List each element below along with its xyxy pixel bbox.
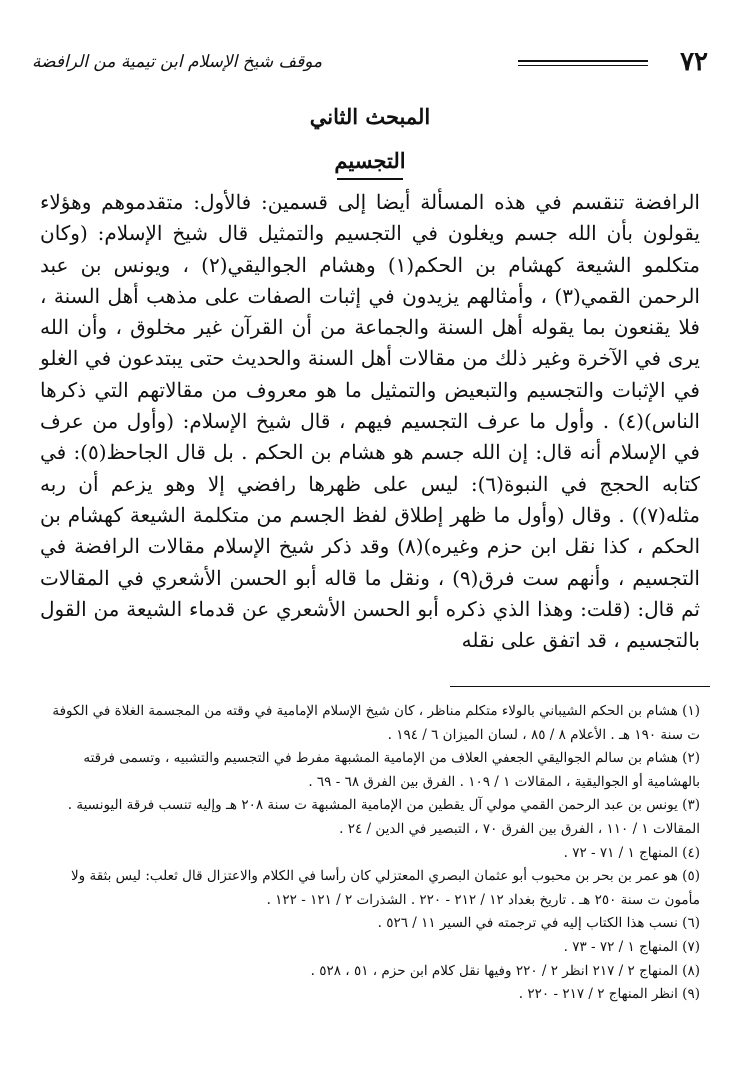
footnote-6: (٦) نسب هذا الكتاب إليه في ترجمته في السير ١١ / ٥٢٦ .: [377, 915, 700, 932]
footnote-2: (٢) هشام بن سالم الجواليقي الجعفي العلاف من الإمامية المشبهة مفرط في التجسيم والتشبيه ، وتسمى فرقته بالهشامية أو الجواليقية ، المقالات ١ / ١٠٩ . الفرق بين الفرق ٦٨ - ٦٩ .: [83, 750, 700, 790]
footnote-5: (٥) هو عمر بن بحر بن محبوب أبو عثمان البصري المعتزلي كان رأسا في الكلام والاعتزال قال ثعلب: ليس بثقة ولا مأمون ت سنة ٢٥٠ هـ . تاريخ بغداد ١٢ / ٢١٢ - ٢٢٠ . الشذرات ٢ / ١٢١ - ١٢٢ .: [70, 868, 700, 908]
body-paragraph: الرافضة تنقسم في هذه المسألة أيضا إلى قسمين: فالأول: متقدموهم وهؤلاء يقولون بأن الله جسم ويغلون في التجسيم والتمثيل قال شيخ الإسلام: (وكان متكلمو الشيعة كهشام بن الحكم(١) وهشام الجواليقي(٢) ، ويونس بن عبد الرحمن القمي(٣) ، وأمثالهم يزيدون في إثبات الصفات على مذهب أهل السنة ، فلا يقنعون بما يقوله أهل السنة والجماعة من أن القرآن غير مخلوق ، وأن الله يرى في الآخرة وغير ذلك من مقالات أهل السنة والحديث حتى يبتدعون في الغلو في الإثبات والتجسيم والتبعيض والتمثيل ما هو معروف من مقالاتهم التي ذكرها الناس)(٤) . وأول ما عرف التجسيم فيهم ، قال شيخ الإسلام: (وأول من عرف في الإسلام أنه قال: إن الله جسم هو هشام بن الحكم . بل قال الجاحظ(٥): في كتابه الحجج في النبوة(٦): ليس على ظهرها رافضي إلا وهو يزعم أن ربه مثله(٧)) . وقال (وأول ما ظهر إطلاق لفظ الجسم من متكلمة الشيعة كهشام بن الحكم ، كذا نقل ابن حزم وغيره)(٨) وقد ذكر شيخ الإسلام مقالات الرافضة في التجسيم ، وأنهم ست فرق(٩) ، ونقل ما قاله أبو الحسن الأشعري في المقالات ثم قال: (قلت: وهذا الذي ذكره أبو الحسن الأشعري عن قدماء الشيعة من القول بالتجسيم ، قد اتفق على نقله: [40, 190, 700, 653]
section-subheading-block: [0, 144, 740, 180]
footnote-8: (٨) المنهاج ٢ / ٢١٧ انظر ٢ / ٢٢٠ وفيها نقل كلام ابن حزم ، ٥١ ، ٥٢٨ .: [310, 962, 700, 979]
footnote-3: (٣) يونس بن عبد الرحمن القمي مولي آل يقطين من الإمامية المشبهة ت سنة ٢٠٨ هـ وإليه تنسب فرقة اليونسية . المقالات ١ / ١١٠ ، الفرق بين الفرق ٧٠ ، التبصير في الدين / ٢٤ .: [67, 797, 700, 837]
body-text: [40, 187, 700, 656]
page-number: ٧٢: [680, 47, 708, 77]
section-subheading: التجسيم: [334, 148, 406, 173]
running-title: موقف شيخ الإسلام ابن تيمية من الرافضة: [32, 52, 323, 72]
subheading-underline: [337, 178, 403, 180]
footnote-4: (٤) المنهاج ١ / ٧١ - ٧٢ .: [563, 844, 700, 861]
footnote-separator: [450, 686, 710, 687]
section-heading: المبحث الثاني: [309, 104, 431, 129]
footnote-7: (٧) المنهاج ١ / ٧٢ - ٧٣ .: [563, 938, 700, 955]
page-header: [30, 44, 710, 84]
footnotes: [40, 700, 700, 1007]
footnote-9: (٩) انظر المنهاج ٢ / ٢١٧ - ٢٢٠ .: [518, 986, 700, 1003]
header-rule: [518, 60, 648, 66]
footnote-1: (١) هشام بن الحكم الشيباني بالولاء متكلم مناظر ، كان شيخ الإسلام الإمامية في وقته من المجسمة الغلاة في الكوفة ت سنة ١٩٠ هـ . الأعلام ٨ / ٨٥ ، لسان الميزان ٦ / ١٩٤ .: [52, 703, 700, 743]
